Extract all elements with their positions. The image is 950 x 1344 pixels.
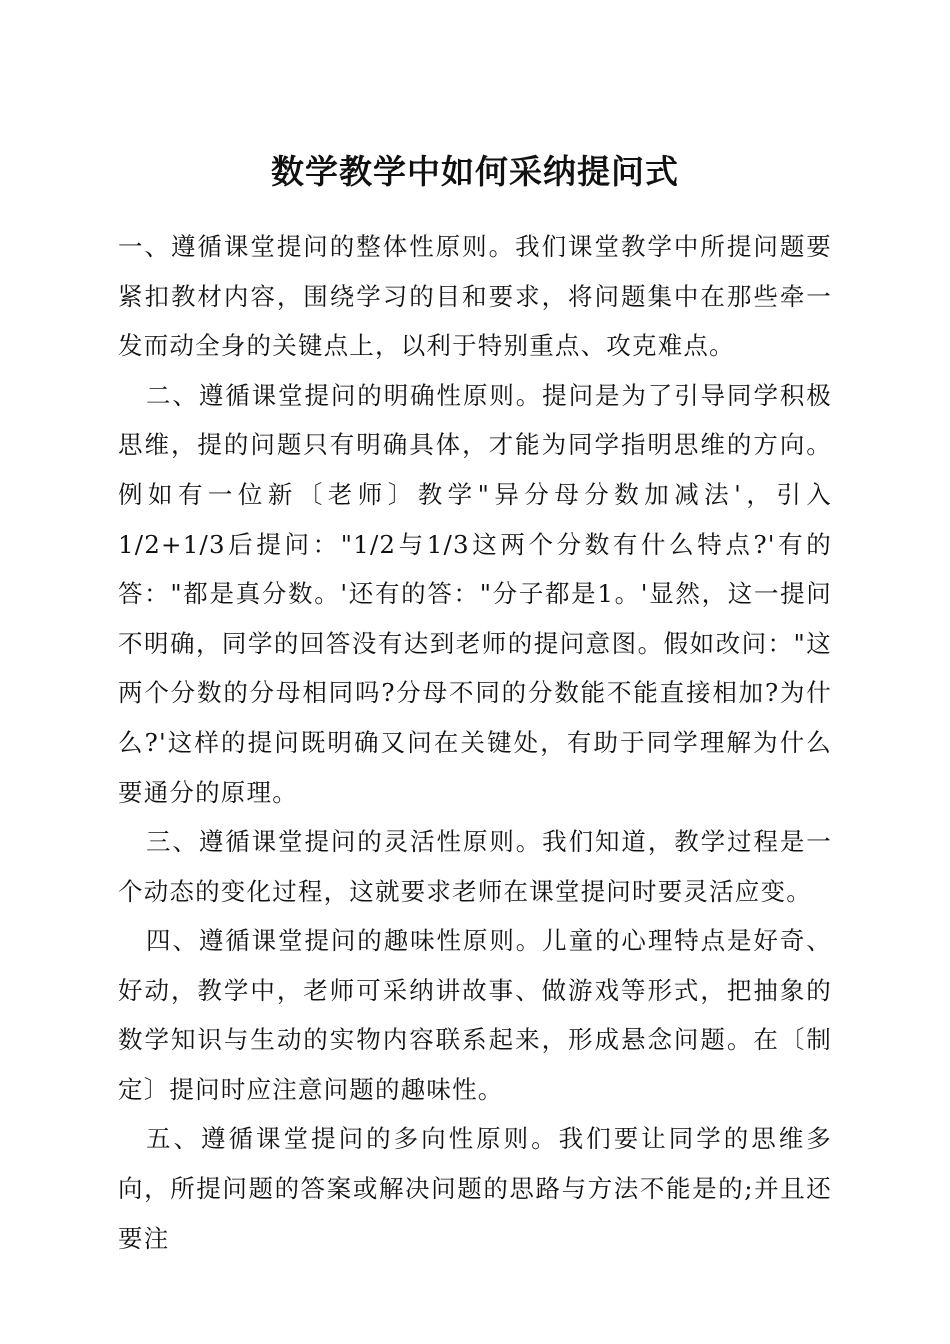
document-body-bottom <box>118 916 832 1263</box>
paragraph-5: 五、遵循课堂提问的多向性原则。我们要让同学的思维多向，所提问题的答案或解决问题的思路与方法不能是的;并且还要注 <box>118 1124 832 1253</box>
document-title: 数学教学中如何采纳提问式 <box>271 152 679 191</box>
paragraph-2: 二、遵循课堂提问的明确性原则。提问是为了引导同学积极思维，提的问题只有明确具体，才能为同学指明思维的方向。例如有一位新〔老师〕教学"异分母分数加减法'，引入1/2+1/3后提问："1/2与1/3这两个分数有什么特点?'有的答："都是真分数。'还有的答："分子都是1。'显然，这一提问不明确，同学的回答没有达到老师的提问意图。假如改问："这两个分数的分母相同吗?分母不同的分数能不能直接相加?为什么?'这样的提问既明确又问在关键处，有助于同学理解为什么要通分的原理。 <box>118 380 832 807</box>
paragraph-3: 三、遵循课堂提问的灵活性原则。我们知道，教学过程是一个动态的变化过程，这就要求老师在课堂提问时要灵活应变。 <box>118 827 832 906</box>
paragraph-1: 一、遵循课堂提问的整体性原则。我们课堂教学中所提问题要紧扣教材内容，围绕学习的目和要求，将问题集中在那些牵一发而动全身的关键点上，以利于特别重点、攻克难点。 <box>118 232 832 361</box>
document-body-top <box>118 222 832 916</box>
paragraph-4: 四、遵循课堂提问的趣味性原则。儿童的心理特点是好奇、好动，教学中，老师可采纳讲故事、做游戏等形式，把抽象的数学知识与生动的实物内容联系起来，形成悬念问题。在〔制定〕提问时应注意问题的趣味性。 <box>118 926 832 1104</box>
